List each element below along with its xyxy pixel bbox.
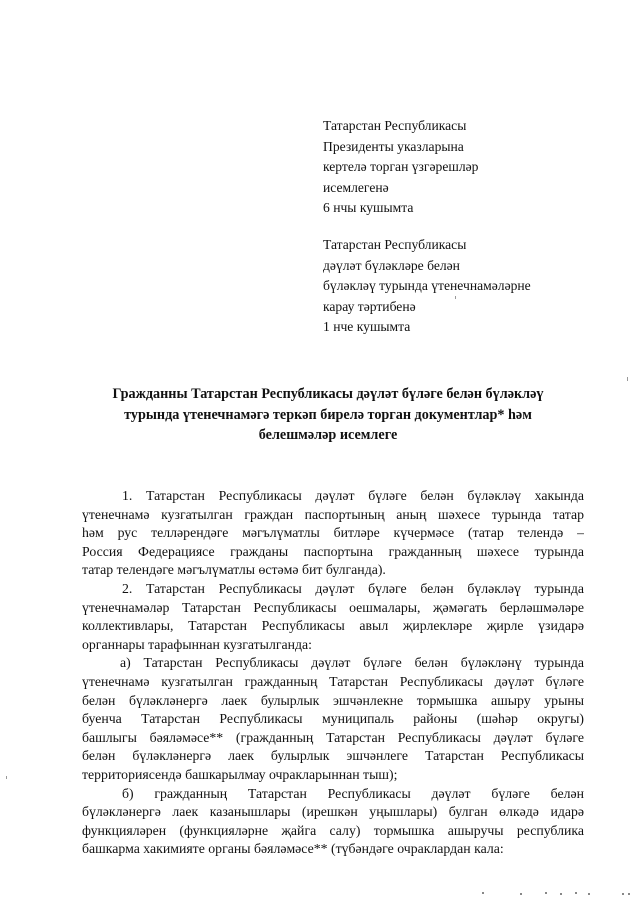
title-line: Гражданны Татарстан Республикасы дәүләт бүләге белән бүләкләү: [112, 386, 544, 402]
paragraph-2-line: коллективлары, Татарстан Республикасы авыл җирлекләре җирле үзидарә: [82, 618, 584, 634]
annex-line: бүләкләү турында үтенечнамәләрне: [323, 278, 531, 294]
annex-line: карау тәртибенә: [323, 298, 416, 314]
scan-artifact-dot: [520, 893, 522, 895]
item-a-line: а) Татарстан Республикасы дәүләт бүләге белән бүләкләнү турында: [120, 655, 584, 671]
paragraph-1-line: Россия Федерациясе гражданы паспортына гражданның шәхесе турында: [82, 543, 584, 559]
scan-artifact-dot: [482, 892, 484, 894]
annex-line: Татарстан Республикасы: [323, 237, 467, 252]
title-line: белешмәләр исемлеге: [258, 427, 398, 444]
annex-line: Татарстан Республикасы: [323, 118, 467, 133]
scan-artifact-mark: [455, 296, 456, 299]
item-a-line: башлыгы бәяләмәсе** (гражданның Татарстан Республикасы дәүләт бүләге: [82, 729, 584, 745]
document-body: [82, 487, 584, 859]
paragraph-1-line: татар телендәге мәгълүматлы өстәмә бит булганда).: [82, 562, 386, 578]
annex-1-heading: [323, 235, 531, 338]
title-line: турында үтенечнамәгә теркәп бирелә торган документлар* һәм: [124, 406, 532, 423]
paragraph-2-line: үтенечнамәләр Татарстан Республикасы оешмалары, җәмәгать берләшмәләре: [82, 599, 584, 615]
scan-artifact-dot: [575, 892, 577, 894]
item-a-line: белән бүләкләнергә лаек булырлык эшчәнлекне тормышка ашыру урыны: [82, 692, 584, 708]
paragraph-2-line: органнары тарафыннан кузгатылганда:: [82, 636, 312, 652]
paragraph-2-line: 2. Татарстан Республикасы дәүләт бүләге белән бүләкләү турында: [122, 580, 584, 596]
scan-artifact-dot: [588, 893, 590, 895]
item-a-line: үтенечнамә кузгатылган гражданның Татарстан Республикасы дәүләт бүләге: [82, 673, 584, 689]
paragraph-1-line: һәм рус телләрендәге мәгълүматлы битләре күчермәсе (татар телендә –: [82, 525, 584, 541]
annex-line: 6 нчы кушымта: [323, 200, 414, 216]
scan-artifact-dot: [545, 892, 547, 894]
scan-artifact-mark: [6, 776, 7, 779]
item-a-line: буенча Татарстан Республикасы муниципаль районы (шәһәр округы): [82, 711, 584, 727]
annex-line: Президенты указларына: [323, 138, 464, 154]
item-b-line: бүләкләнергә лаек казанышлары (ирешкән уңышлары) булган өлкәдә идарә: [82, 804, 584, 820]
item-b-line: б) гражданның Татарстан Республикасы дәүләт бүләге белән: [122, 785, 584, 801]
annex-line: кертелә торган үзгәрешләр: [323, 159, 479, 175]
scan-artifact-dot: [622, 893, 624, 895]
annex-line: исемлегенә: [323, 179, 389, 195]
scan-artifact-mark: [627, 377, 628, 381]
paragraph-1-line: 1. Татарстан Республикасы дәүләт бүләге белән бүләкләү хакында: [122, 488, 584, 503]
scan-artifact-dot: [628, 893, 630, 895]
item-a-line: белән бүләкләнергә лаек булырлык эшчәнлеге Татарстан Республикасы: [82, 748, 584, 764]
paragraph-1-line: үтенечнамә кузгатылган граждан паспортының аның шәхесе турында татар: [82, 506, 584, 522]
annex-6-heading: [323, 116, 478, 219]
annex-line: 1 нче кушымта: [323, 319, 411, 335]
item-b-line: функцияләрен (функцияләрне җайга салу) тормышка ашыручы республика: [82, 822, 584, 838]
annex-line: дәүләт бүләкләре белән: [323, 257, 460, 273]
document-title: [80, 384, 576, 446]
item-a-line: территориясендә башкарылмау очракларыннан тыш);: [82, 766, 398, 782]
scan-artifact-dot: [560, 893, 562, 895]
item-b-line: башкарма хакимияте органы бәяләмәсе** (түбәндәге очраклардан кала:: [82, 841, 504, 857]
